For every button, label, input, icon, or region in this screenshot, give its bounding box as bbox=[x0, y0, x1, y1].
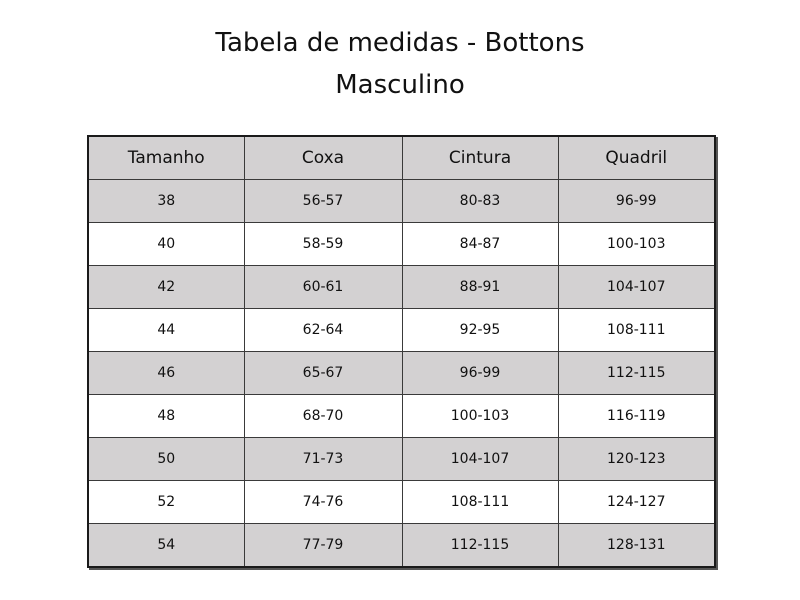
cell-size: 54 bbox=[88, 524, 244, 568]
cell-cintura: 96-99 bbox=[402, 352, 558, 395]
cell-coxa: 65-67 bbox=[244, 352, 402, 395]
cell-coxa: 56-57 bbox=[244, 180, 402, 223]
page-subtitle: Masculino bbox=[335, 70, 465, 100]
cell-cintura: 88-91 bbox=[402, 266, 558, 309]
cell-cintura: 104-107 bbox=[402, 438, 558, 481]
cell-coxa: 62-64 bbox=[244, 309, 402, 352]
header-tamanho: Tamanho bbox=[88, 136, 244, 180]
cell-size: 40 bbox=[88, 223, 244, 266]
cell-cintura: 80-83 bbox=[402, 180, 558, 223]
table-row bbox=[88, 180, 715, 223]
cell-coxa: 74-76 bbox=[244, 481, 402, 524]
cell-size: 46 bbox=[88, 352, 244, 395]
cell-coxa: 58-59 bbox=[244, 223, 402, 266]
cell-size: 42 bbox=[88, 266, 244, 309]
cell-quadril: 112-115 bbox=[558, 352, 715, 395]
cell-cintura: 92-95 bbox=[402, 309, 558, 352]
table-row bbox=[88, 266, 715, 309]
cell-size: 44 bbox=[88, 309, 244, 352]
cell-quadril: 100-103 bbox=[558, 223, 715, 266]
cell-coxa: 77-79 bbox=[244, 524, 402, 568]
cell-quadril: 104-107 bbox=[558, 266, 715, 309]
cell-quadril: 108-111 bbox=[558, 309, 715, 352]
header-coxa: Coxa bbox=[244, 136, 402, 180]
cell-size: 38 bbox=[88, 180, 244, 223]
table-row bbox=[88, 223, 715, 266]
cell-quadril: 96-99 bbox=[558, 180, 715, 223]
cell-coxa: 71-73 bbox=[244, 438, 402, 481]
page-title: Tabela de medidas - Bottons bbox=[215, 28, 585, 58]
cell-quadril: 124-127 bbox=[558, 481, 715, 524]
cell-quadril: 116-119 bbox=[558, 395, 715, 438]
cell-cintura: 100-103 bbox=[402, 395, 558, 438]
cell-cintura: 84-87 bbox=[402, 223, 558, 266]
table-row bbox=[88, 481, 715, 524]
header-cintura: Cintura bbox=[402, 136, 558, 180]
table-row bbox=[88, 352, 715, 395]
cell-cintura: 108-111 bbox=[402, 481, 558, 524]
cell-quadril: 120-123 bbox=[558, 438, 715, 481]
table-row bbox=[88, 524, 715, 568]
cell-cintura: 112-115 bbox=[402, 524, 558, 568]
cell-size: 52 bbox=[88, 481, 244, 524]
table-row bbox=[88, 395, 715, 438]
cell-size: 48 bbox=[88, 395, 244, 438]
table-row bbox=[88, 438, 715, 481]
cell-coxa: 68-70 bbox=[244, 395, 402, 438]
cell-size: 50 bbox=[88, 438, 244, 481]
cell-coxa: 60-61 bbox=[244, 266, 402, 309]
cell-quadril: 128-131 bbox=[558, 524, 715, 568]
size-chart-table bbox=[87, 135, 716, 568]
table-row bbox=[88, 309, 715, 352]
table-header-row bbox=[88, 136, 715, 180]
header-quadril: Quadril bbox=[558, 136, 715, 180]
